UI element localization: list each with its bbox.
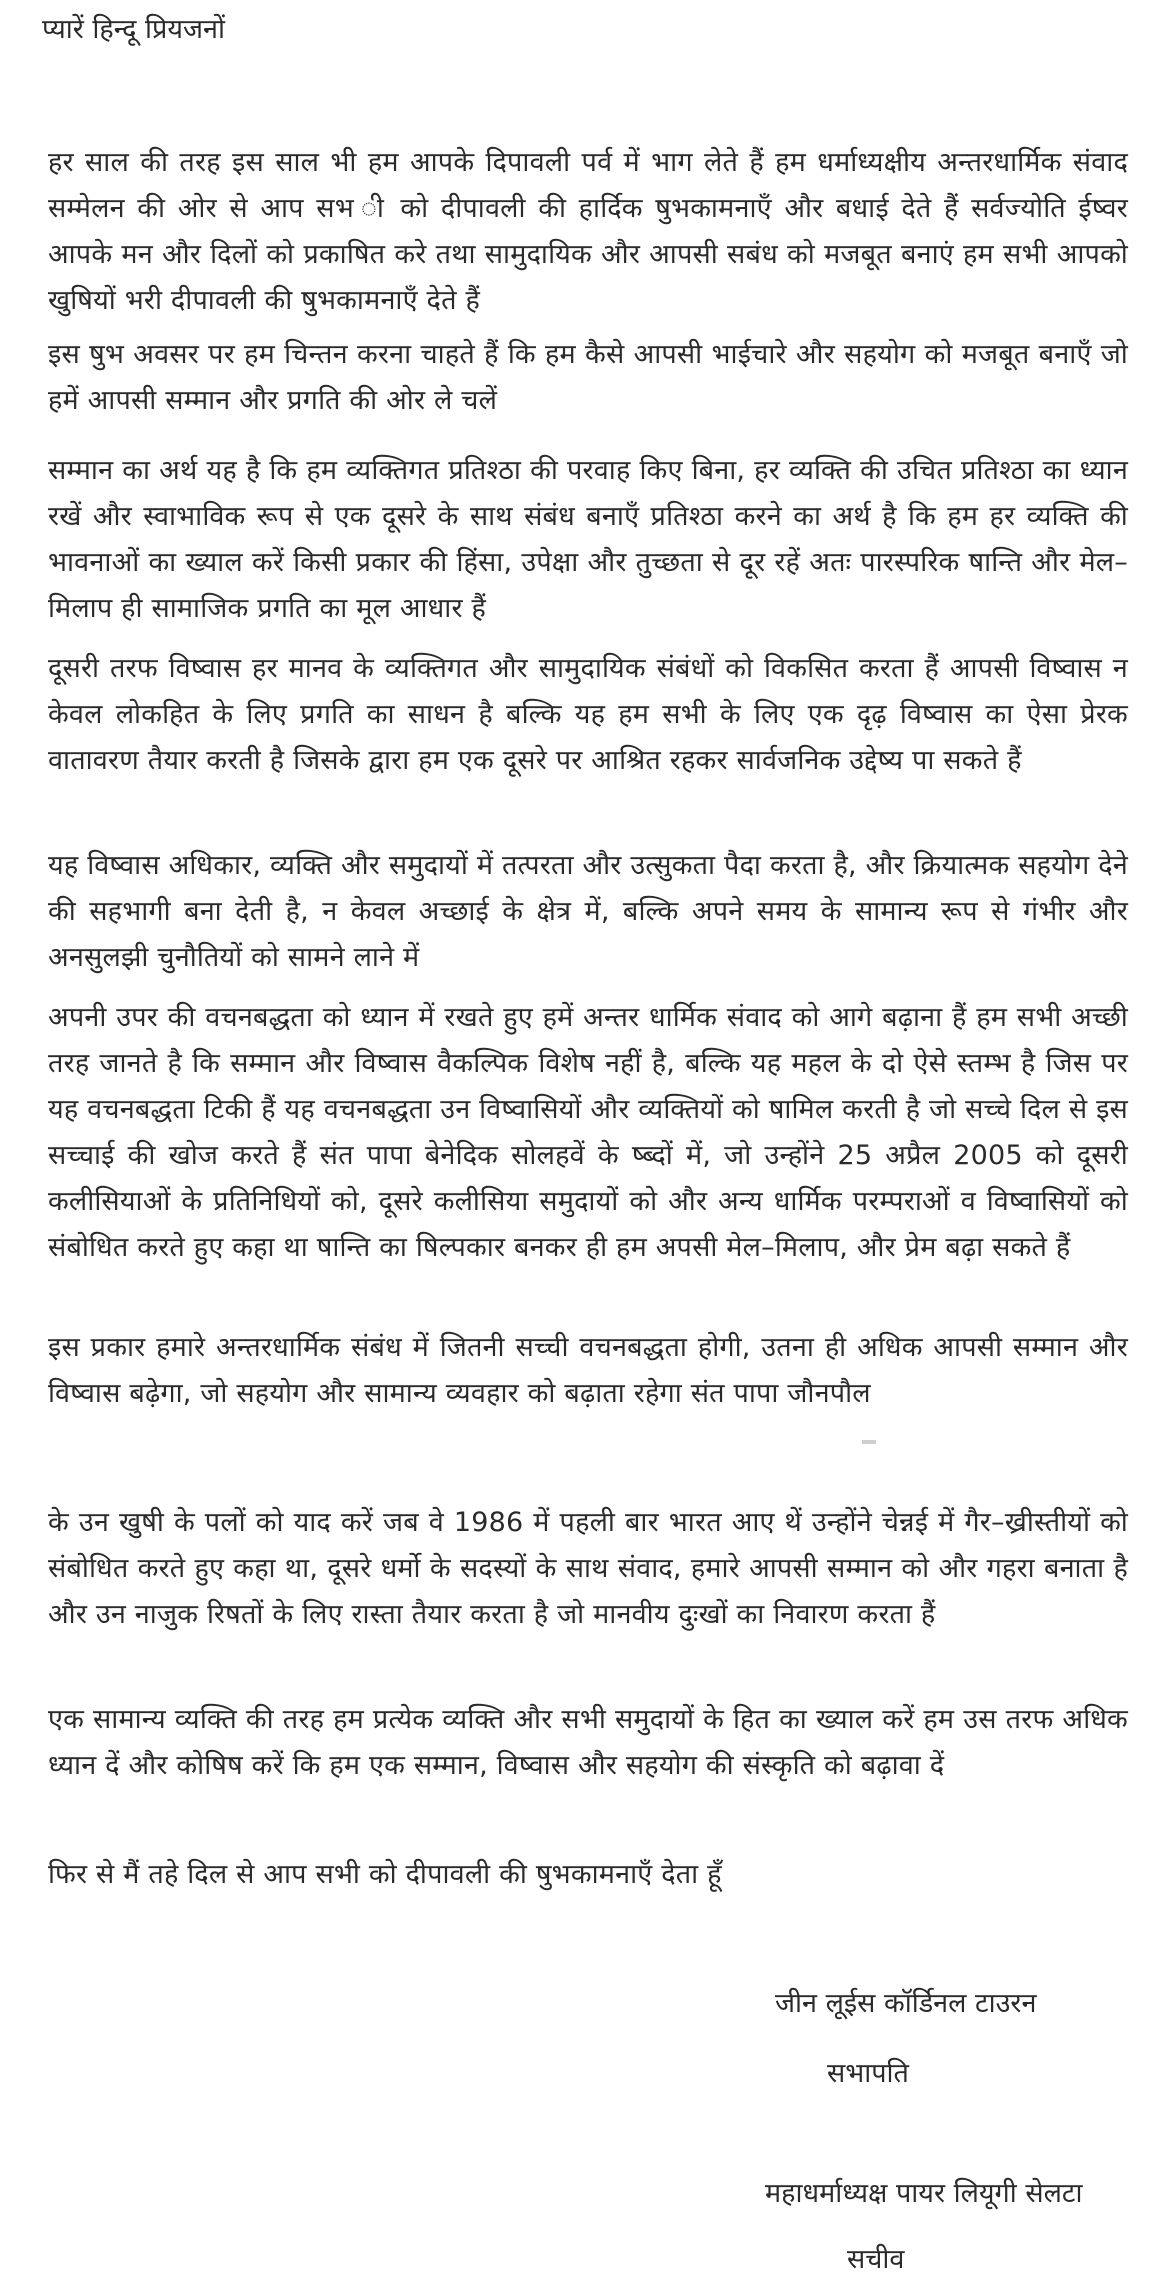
paragraph-9: एक सामान्य व्यक्ति की तरह हम प्रत्येक व्यक्ति और सभी समुदायों के हित का ख्याल करें हम उस तरफ अधिक ध्यान दें और कोषिष करें कि हम एक सम्मान, विष्वास और सहयोग की संस्कृति को बढ़ावा दें (48, 1704, 1128, 1781)
paragraph-1: हर साल की तरह इस साल भी हम आपके दिपावली पर्व में भाग लेते हैं हम धर्माध्यक्षीय अन्तरधार्मिक संवाद सम्मेलन की ओर से आप सभ ी को दीपावली की हार्दिक षुभकामनाएँ और बधाई देते हैं सर्वज्योति ईष्वर आपके मन और दिलों को प्रकाषित करे तथा सामुदायिक और आपसी सबंध को मजबूत बनाएं हम सभी आपको खुषियों भरी दीपावली की षुभकामनाएँ देते हैं (48, 147, 1128, 316)
paragraph-6: अपनी उपर की वचनबद्धता को ध्यान में रखते हुए हमें अन्तर धार्मिक संवाद को आगे बढ़ाना हैं हम सभी अच्छी तरह जानते है कि सम्मान और विष्वास वैकल्पिक विशेष नहीं है, बल्कि यह महल के दो ऐसे स्तम्भ है जिस पर यह वचनबद्धता टिकी हैं यह वचनबद्धता उन विष्वासियों और व्यक्तियों को षामिल करती है जो सच्चे दिल से इस सच्चाई की खोज करते हैं संत पापा बेनेदिक सोलहवें के ष्ब्दों में, जो उन्होंने 25 अप्रैल 2005 को दूसरी कलीसियाओं के प्रतिनिधियों को, दूसरे कलीसिया समुदायों को और अन्य धार्मिक परम्पराओं व विष्वासियों को संबोधित करते हुए कहा था षान्ति का षिल्पकार बनकर ही हम अपसी मेल–मिलाप, और प्रेम बढ़ा सकते हैं (48, 1002, 1128, 1263)
paragraph-5: यह विष्वास अधिकार, व्यक्ति और समुदायों में तत्परता और उत्सुकता पैदा करता है, और क्रियात्मक सहयोग देने की सहभागी बना देती है, न केवल अच्छाई के क्षेत्र में, बल्कि अपने समय के सामान्य रूप से गंभीर और अनसुलझी चुनौतियों को सामने लाने में (48, 850, 1128, 973)
scan-mark (862, 1440, 876, 1444)
paragraph-8: के उन खुषी के पलों को याद करें जब वे 1986 में पहली बार भारत आए थें उन्होंने चेन्नई में गैर–ख्रीस्तीयों को संबोधित करते हुए कहा था, दूसरे धर्मो के सदस्यों के साथ संवाद, हमारे आपसी सम्मान को और गहरा बनाता है और उन नाजुक रिषतों के लिए रास्ता तैयार करता है जो मानवीय दुःखों का निवारण करता हैं (48, 1507, 1128, 1630)
paragraph-2: इस षुभ अवसर पर हम चिन्तन करना चाहते हैं कि हम कैसे आपसी भाईचारे और सहयोग को मजबूत बनाएँ जो हमें आपसी सम्मान और प्रगति की ओर ले चलें (48, 339, 1128, 416)
signatory-1-name: जीन लूईस कॉर्डिनल टाउरन (775, 1988, 1037, 2019)
paragraph-4: दूसरी तरफ विष्वास हर मानव के व्यक्तिगत और सामुदायिक संबंधों को विकसित करता हैं आपसी विष्वास न केवल लोकहित के लिए प्रगति का साधन है बल्कि यह हम सभी के लिए एक दृढ़ विष्वास का ऐसा प्रेरक वातावरण तैयार करती है जिसके द्वारा हम एक दूसरे पर आश्रित रहकर सार्वजनिक उद्देष्य पा सकते हैं (48, 653, 1128, 776)
signatory-2-title: सचीव (847, 2244, 905, 2275)
signatory-1-title: सभापति (827, 2058, 909, 2089)
greeting: प्यारें हिन्दू प्रियजनों (42, 14, 226, 45)
paragraph-3: सम्मान का अर्थ यह है कि हम व्यक्तिगत प्रतिश्ठा की परवाह किए बिना, हर व्यक्ति की उचित प्रतिश्ठा का ध्यान रखें और स्वाभाविक रूप से एक दूसरे के साथ संबंध बनाएँ प्रतिश्ठा करने का अर्थ है कि हम हर व्यक्ति की भावनाओं का ख्याल करें किसी प्रकार की हिंसा, उपेक्षा और तुच्छता से दूर रहें अतः पारस्परिक षान्ति और मेल–मिलाप ही सामाजिक प्रगति का मूल आधार हैं (48, 455, 1128, 624)
signatory-2-name: महाधर्माध्यक्ष पायर लियूगी सेलटा (765, 2178, 1083, 2209)
paragraph-10: फिर से मैं तहे दिल से आप सभी को दीपावली की षुभकामनाएँ देता हूँ (48, 1859, 722, 1890)
paragraph-7: इस प्रकार हमारे अन्तरधार्मिक संबंध में जितनी सच्ची वचनबद्धता होगी, उतना ही अधिक आपसी सम्मान और विष्वास बढ़ेगा, जो सहयोग और सामान्य व्यवहार को बढ़ाता रहेगा संत पापा जौनपौल (48, 1332, 1128, 1409)
